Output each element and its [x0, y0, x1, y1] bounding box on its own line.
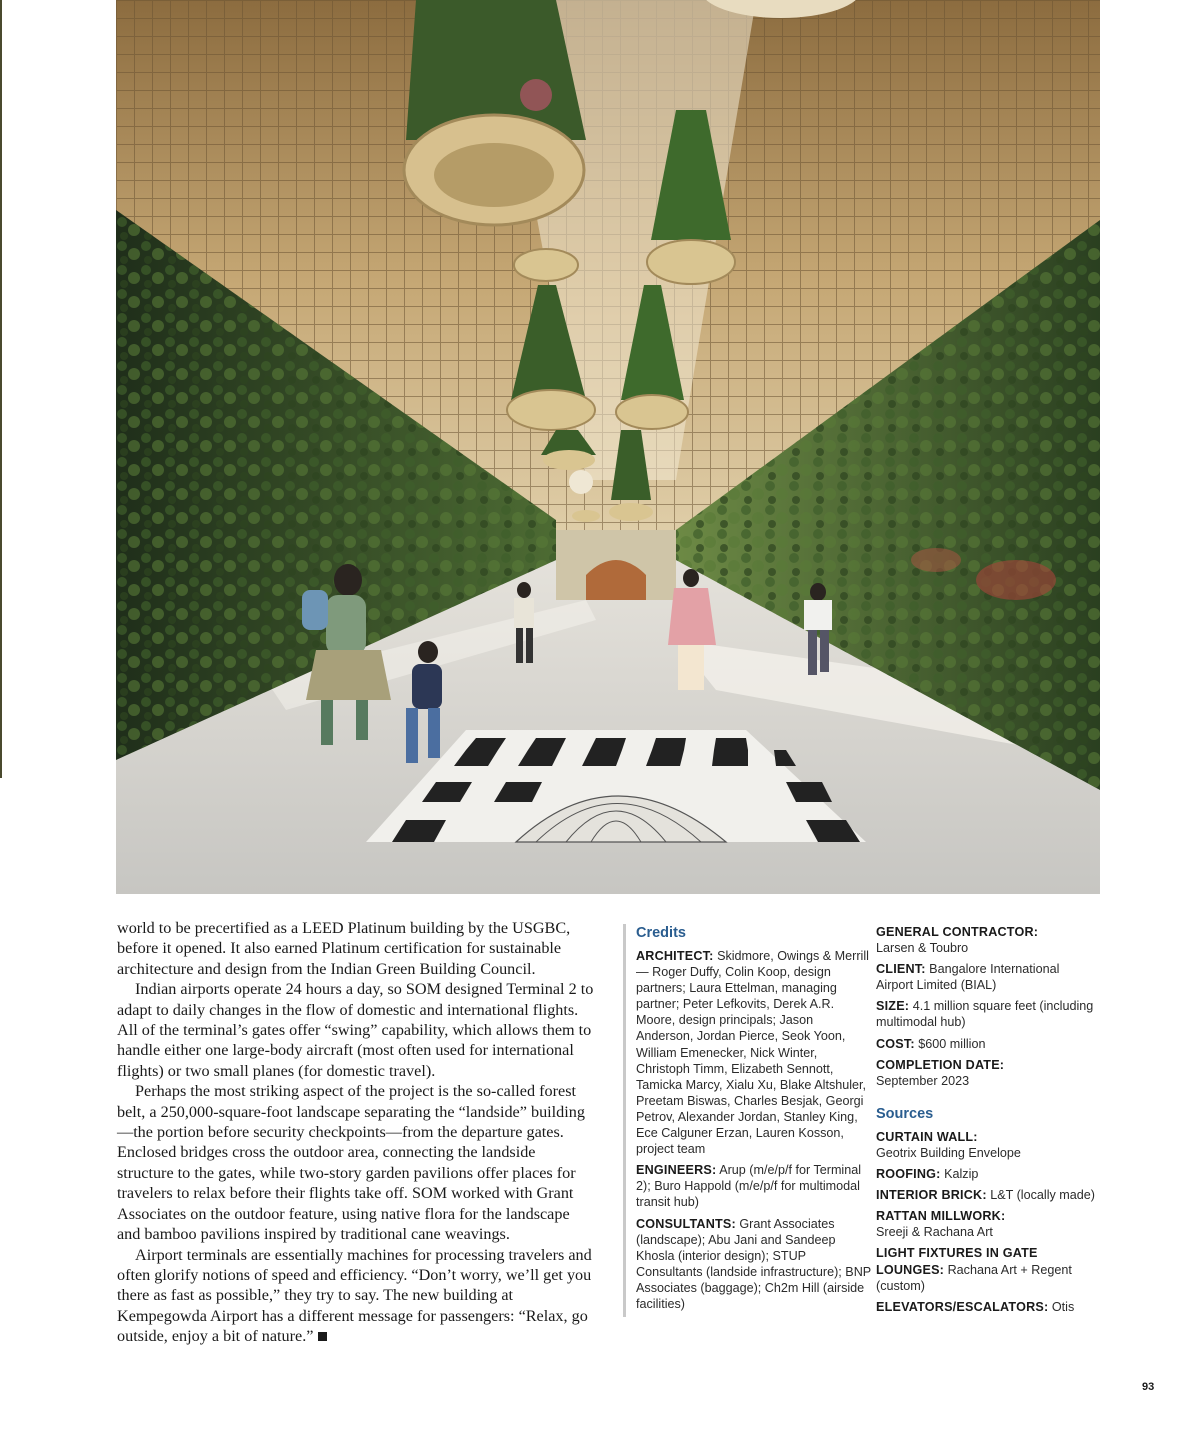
paragraph-1: world to be precertified as a LEED Platinum building by the USGBC, before it opened. It also earned Platinum certification for sustainable architecture and design from the Indian Green Building Council.: [117, 919, 571, 978]
page-number: 93: [1142, 1381, 1155, 1393]
credit-value: Bangalore International Airport Limited (BIAL): [876, 962, 1060, 993]
credit-label: COST:: [876, 1036, 915, 1051]
credit-value: $600 million: [918, 1036, 986, 1051]
paragraph-4: [117, 1245, 594, 1347]
source-value: Rachana Art + Regent (custom): [876, 1262, 1072, 1293]
credit-label: GENERAL CONTRACTOR:: [876, 925, 1039, 939]
end-mark-icon: [318, 1332, 327, 1341]
credit-client: [876, 961, 1098, 993]
credits-sidebar: [623, 924, 872, 1317]
source-elevators: [876, 1299, 1098, 1315]
credit-consultants: [636, 1216, 872, 1313]
source-value: Sreeji & Rachana Art: [876, 1225, 993, 1240]
credit-value: September 2023: [876, 1073, 970, 1088]
source-label: INTERIOR BRICK:: [876, 1188, 987, 1203]
credits-sources-column: [876, 924, 1098, 1320]
source-label: ELEVATORS/ESCALATORS:: [876, 1299, 1049, 1314]
source-roofing: [876, 1166, 1098, 1182]
credit-label: ARCHITECT:: [636, 949, 714, 963]
credit-value: Grant Associates (landscape); Abu Jani and Sandeep Khosla (interior design); STUP Consultants (landside infrastructure); BNP Associates (baggage); Ch2m Hill (airside facilities): [636, 1216, 871, 1311]
credit-value: Skidmore, Owings & Merrill — Roger Duffy, Colin Koop, design partners; Laura Ettelman, managing partner; Peter Lefkovits, Derek A.R. Moore, design principals; Jason Anderson, Jordan Pierce, Seok Yoon, William Emenecker, Nick Winter, Christoph Timm, Elizabeth Sennott, Tamicka Marcy, Xialu Xu, Blake Altshuler, Preetam Biswas, Charles Besjak, Georgi Petrov, Alexander Jordan, Stanley King, Ece Calguner Erzan, Lauren Kosson, project team: [636, 949, 869, 1157]
credit-engineers: [636, 1162, 872, 1210]
source-rattan-millwork: [876, 1208, 1098, 1240]
source-value: L&T (locally made): [990, 1188, 1096, 1203]
credit-label: ENGINEERS:: [636, 1163, 717, 1178]
credit-completion-date: [876, 1057, 1098, 1089]
credit-value: Arup (m/e/p/f for Terminal 2); Buro Happold (m/e/p/f for multimodal transit hub): [636, 1163, 862, 1210]
source-value: Geotrix Building Envelope: [876, 1145, 1021, 1160]
terminal-forest-belt-photo: [116, 0, 1100, 894]
credit-label: CLIENT:: [876, 962, 926, 977]
credit-label: COMPLETION DATE:: [876, 1057, 1005, 1072]
paragraph-2: Indian airports operate 24 hours a day, so SOM designed Terminal 2 to adapt to daily changes in the flow of domestic and international flights. All of the terminal’s gates offer “swing” capability, which allows them to handle either one large-body aircraft (most often used for international flights) or two small planes (for domestic travel).: [117, 980, 594, 1080]
source-curtain-wall: [876, 1129, 1098, 1161]
credit-value: 4.1 million square feet (including multimodal hub): [876, 999, 1094, 1030]
source-label: LIGHT FIXTURES IN GATE LOUNGES:: [876, 1246, 1038, 1277]
page-edge-rule: [0, 0, 2, 778]
credits-heading: Credits: [636, 925, 686, 941]
source-value: Otis: [1051, 1299, 1075, 1314]
credit-value: Larsen & Toubro: [876, 941, 969, 956]
source-label: RATTAN MILLWORK:: [876, 1209, 1006, 1224]
credit-label: CONSULTANTS:: [636, 1216, 736, 1231]
source-light-fixtures: [876, 1245, 1098, 1293]
sources-heading: Sources: [876, 1105, 934, 1122]
credit-general-contractor: [876, 924, 1098, 956]
credit-architect: [636, 948, 872, 1157]
article-body: [117, 918, 594, 1347]
source-label: CURTAIN WALL:: [876, 1129, 978, 1144]
paragraph-3: Perhaps the most striking aspect of the project is the so-called forest belt, a 250,000-square-foot landscape separating the “landside” building—the portion before security checkpoints—from the departure gates. Enclosed bridges cross the outdoor area, connecting the landside structure to the gates, while two-story garden pavilions offer places for travelers to relax before their flights take off. SOM worked with Grant Associates on the outdoor feature, using native flora for the landscape and bamboo pavilions inspired by traditional cane weavings.: [117, 1082, 585, 1244]
source-interior-brick: [876, 1187, 1098, 1203]
credit-size: [876, 998, 1098, 1030]
credit-cost: [876, 1036, 1098, 1052]
credit-label: SIZE:: [876, 999, 910, 1014]
source-value: Kalzip: [944, 1167, 979, 1182]
source-label: ROOFING:: [876, 1167, 941, 1182]
paragraph-4-text: Airport terminals are essentially machines for processing travelers and often glorify notions of speed and efficiency. “Don’t worry, we’ll get you there as fast as possible,” they try to say. The new building at Kempegowda Airport has a different message for passengers: “Relax, go outside, enjoy a bit of nature.”: [117, 1245, 592, 1346]
